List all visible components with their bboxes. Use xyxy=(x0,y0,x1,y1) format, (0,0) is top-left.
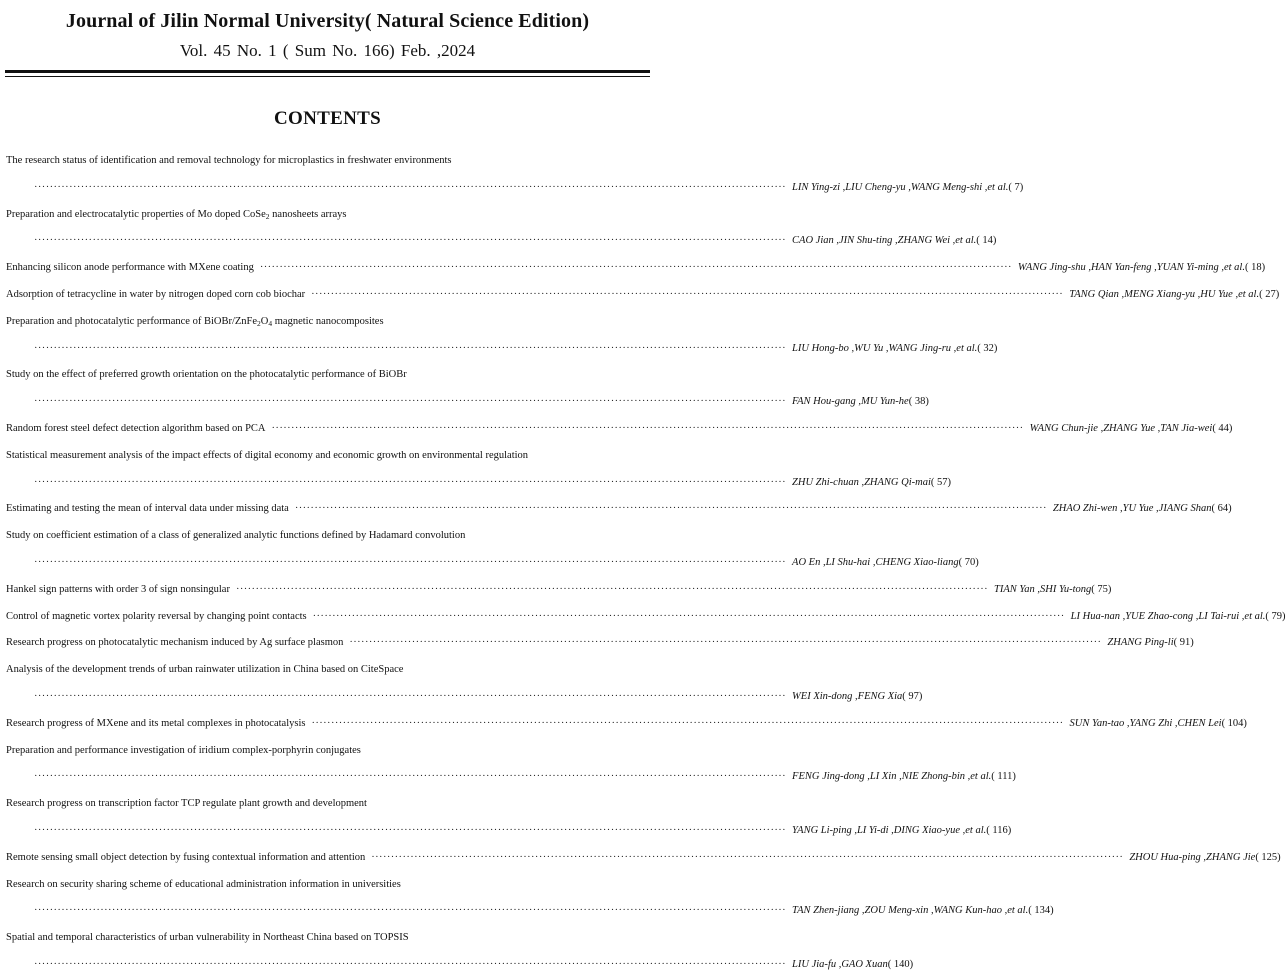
leader-dots: ································································································································································································· xyxy=(235,583,989,595)
entry-title xyxy=(6,202,347,229)
leader-dots: ································································································································································································· xyxy=(294,503,1047,515)
entry-page: ( 18) xyxy=(1244,262,1266,274)
title-text: O xyxy=(260,315,269,327)
entry-page: ( 14) xyxy=(976,235,997,247)
leader-dots: ································································································································································································· xyxy=(312,610,1065,622)
entry-authors: SUN Yan-tao ,YANG Zhi ,CHEN Lei xyxy=(1069,717,1222,729)
leader-dots: ································································································································································································· xyxy=(34,476,787,488)
toc-entry[interactable] xyxy=(6,443,952,497)
entry-authors: FENG Jing-dong ,LI Xin ,NIE Zhong-bin ,et al. xyxy=(792,771,992,783)
entry-authors: AO En ,LI Shu-hai ,CHENG Xiao-liang xyxy=(792,556,959,568)
title-subscript: 2 xyxy=(257,318,261,328)
leader-dots: ································································································································································································· xyxy=(34,235,787,247)
entry-title xyxy=(6,309,384,336)
entry-authors: LI Hua-nan ,YUE Zhao-cong ,LI Tai-rui ,et al. xyxy=(1070,610,1266,622)
toc-entry[interactable] xyxy=(6,738,1016,792)
leader-dots: ································································································································································································· xyxy=(34,905,787,917)
title-text: Preparation and photocatalytic performance of BiOBr/ZnFe xyxy=(6,315,258,327)
entry-page: ( 57) xyxy=(930,476,952,488)
entry-authors: ZHOU Hua-ping ,ZHANG Jie xyxy=(1129,851,1256,863)
toc-entry[interactable] xyxy=(6,496,1232,523)
entry-title: Estimating and testing the mean of interval data under missing data xyxy=(6,503,289,515)
entry-page: ( 116) xyxy=(986,824,1012,836)
leader-dots: ································································································································································································· xyxy=(311,288,1064,300)
toc-entry[interactable] xyxy=(6,604,1286,631)
entry-title: Preparation and performance investigation of iridium complex-porphyrin conjugates xyxy=(6,744,361,756)
leader-dots: ································································································································································································· xyxy=(271,422,1024,434)
entry-authors: ZHAO Zhi-wen ,YU Yue ,JIANG Shan xyxy=(1052,503,1212,515)
entry-title: Enhancing silicon anode performance with MXene coating xyxy=(6,262,254,274)
entry-authors: WANG Jing-shu ,HAN Yan-feng ,YUAN Yi-ming ,et al. xyxy=(1017,262,1245,274)
entry-title: Control of magnetic vortex polarity reversal by changing point contacts xyxy=(6,610,307,622)
entry-page: ( 104) xyxy=(1221,717,1247,729)
entry-page: ( 75) xyxy=(1091,583,1112,595)
toc-entry[interactable] xyxy=(6,309,998,363)
entry-page: ( 134) xyxy=(1028,905,1054,917)
leader-dots: ································································································································································································· xyxy=(311,717,1064,729)
entry-authors: WANG Chun-jie ,ZHANG Yue ,TAN Jia-wei xyxy=(1029,422,1213,434)
title-subscript: 4 xyxy=(268,318,273,328)
entry-page: ( 32) xyxy=(977,342,998,354)
entry-authors: YANG Li-ping ,LI Yi-di ,DING Xiao-yue ,et al. xyxy=(792,824,987,836)
entry-authors: TIAN Yan ,SHI Yu-tong xyxy=(994,583,1092,595)
entry-page: ( 7) xyxy=(1008,181,1024,193)
contents-list xyxy=(6,148,1286,979)
entry-page: ( 38) xyxy=(908,396,929,408)
entry-authors: LIU Jia-fu ,GAO Xuan xyxy=(792,958,888,970)
toc-entry[interactable] xyxy=(6,255,1266,282)
toc-entry[interactable] xyxy=(6,416,1233,443)
entry-title: The research status of identification and removal technology for microplastics in freshwater environments xyxy=(6,155,452,166)
entry-authors: TAN Zhen-jiang ,ZOU Meng-xin ,WANG Kun-hao ,et al. xyxy=(792,905,1029,917)
leader-dots: ································································································································································································· xyxy=(349,637,1102,649)
entry-authors: ZHANG Ping-li xyxy=(1107,637,1174,649)
entry-authors: LIU Hong-bo ,WU Yu ,WANG Jing-ru ,et al. xyxy=(792,342,978,354)
leader-dots: ································································································································································································· xyxy=(259,262,1012,274)
entry-authors: TANG Qian ,MENG Xiang-yu ,HU Yue ,et al. xyxy=(1069,288,1260,300)
entry-page: ( 27) xyxy=(1259,288,1280,300)
entry-title: Remote sensing small object detection by fusing contextual information and attention xyxy=(6,851,366,863)
entry-title: Research progress on transcription factor TCP regulate plant growth and development xyxy=(6,798,367,810)
toc-entry[interactable] xyxy=(6,630,1194,657)
header-rule-thin xyxy=(5,76,650,77)
title-subscript: 2 xyxy=(265,211,270,221)
entry-page: ( 97) xyxy=(902,690,923,702)
leader-dots: ································································································································································································· xyxy=(371,851,1124,863)
entry-page: ( 79) xyxy=(1265,610,1286,622)
title-text: nanosheets arrays xyxy=(269,208,347,220)
entry-authors: LIN Ying-zi ,LIU Cheng-yu ,WANG Meng-shi ,et al. xyxy=(792,181,1009,193)
toc-entry[interactable] xyxy=(6,362,929,416)
leader-dots: ································································································································································································· xyxy=(34,396,787,408)
toc-entry[interactable] xyxy=(6,282,1280,309)
entry-page: ( 70) xyxy=(958,556,979,568)
entry-title: Random forest steel defect detection algorithm based on PCA xyxy=(6,422,266,434)
leader-dots: ································································································································································································· xyxy=(34,690,787,702)
toc-entry[interactable] xyxy=(6,711,1247,738)
entry-title: Study on coefficient estimation of a class of generalized analytic functions defined by Hadamard convolution xyxy=(6,530,466,542)
leader-dots: ································································································································································································· xyxy=(34,771,787,783)
entry-title: Spatial and temporal characteristics of urban vulnerability in Northeast China based on TOPSIS xyxy=(6,932,409,944)
toc-entry[interactable] xyxy=(6,657,923,711)
toc-entry[interactable] xyxy=(6,577,1112,604)
entry-title: Analysis of the development trends of urban rainwater utilization in China based on CiteSpace xyxy=(6,664,404,676)
toc-entry[interactable] xyxy=(6,523,979,577)
entry-title: Research on security sharing scheme of educational administration information in universities xyxy=(6,878,401,890)
leader-dots: ································································································································································································· xyxy=(34,958,787,970)
entry-page: ( 44) xyxy=(1212,422,1233,434)
entry-title: Research progress of MXene and its metal complexes in photocatalysis xyxy=(6,717,306,729)
entry-title: Statistical measurement analysis of the impact effects of digital economy and economic growth on environmental regulation xyxy=(6,449,529,461)
entry-authors: WEI Xin-dong ,FENG Xia xyxy=(792,690,903,702)
toc-entry[interactable] xyxy=(6,202,997,256)
title-text: magnetic nanocomposites xyxy=(272,315,384,327)
entry-page: ( 125) xyxy=(1255,851,1281,863)
entry-title: Study on the effect of preferred growth orientation on the photocatalytic performance of BiOBr xyxy=(6,369,407,381)
entry-authors: ZHU Zhi-chuan ,ZHANG Qi-mai xyxy=(792,476,931,488)
entry-title: Research progress on photocatalytic mechanism induced by Ag surface plasmon xyxy=(6,637,344,649)
toc-entry[interactable] xyxy=(6,925,914,979)
header-rule-thick xyxy=(5,70,650,73)
title-text: Preparation and electrocatalytic properties of Mo doped CoSe xyxy=(6,208,266,220)
leader-dots: ································································································································································································· xyxy=(34,181,787,193)
entry-page: ( 64) xyxy=(1211,503,1232,515)
entry-page: ( 91) xyxy=(1173,637,1194,649)
entry-title: Adsorption of tetracycline in water by nitrogen doped corn cob biochar xyxy=(6,288,306,300)
leader-dots: ································································································································································································· xyxy=(34,342,787,354)
entry-title: Hankel sign patterns with order 3 of sign nonsingular xyxy=(6,583,230,595)
leader-dots: ································································································································································································· xyxy=(34,556,787,568)
issue-line: Vol. 45 No. 1 ( Sum No. 166) Feb. ,2024 xyxy=(179,41,476,60)
entry-page: ( 140) xyxy=(887,958,914,970)
toc-entry[interactable] xyxy=(6,148,1024,202)
entry-authors: FAN Hou-gang ,MU Yun-he xyxy=(792,396,909,408)
toc-entry[interactable] xyxy=(6,872,1054,926)
leader-dots: ································································································································································································· xyxy=(34,824,787,836)
journal-title: Journal of Jilin Normal University( Natural Science Edition) xyxy=(65,10,590,32)
entry-page: ( 111) xyxy=(991,771,1016,783)
toc-entry[interactable] xyxy=(6,791,1012,845)
entry-authors: CAO Jian ,JIN Shu-ting ,ZHANG Wei ,et al. xyxy=(792,235,977,247)
toc-entry[interactable] xyxy=(6,845,1281,872)
contents-heading: CONTENTS xyxy=(274,108,381,129)
